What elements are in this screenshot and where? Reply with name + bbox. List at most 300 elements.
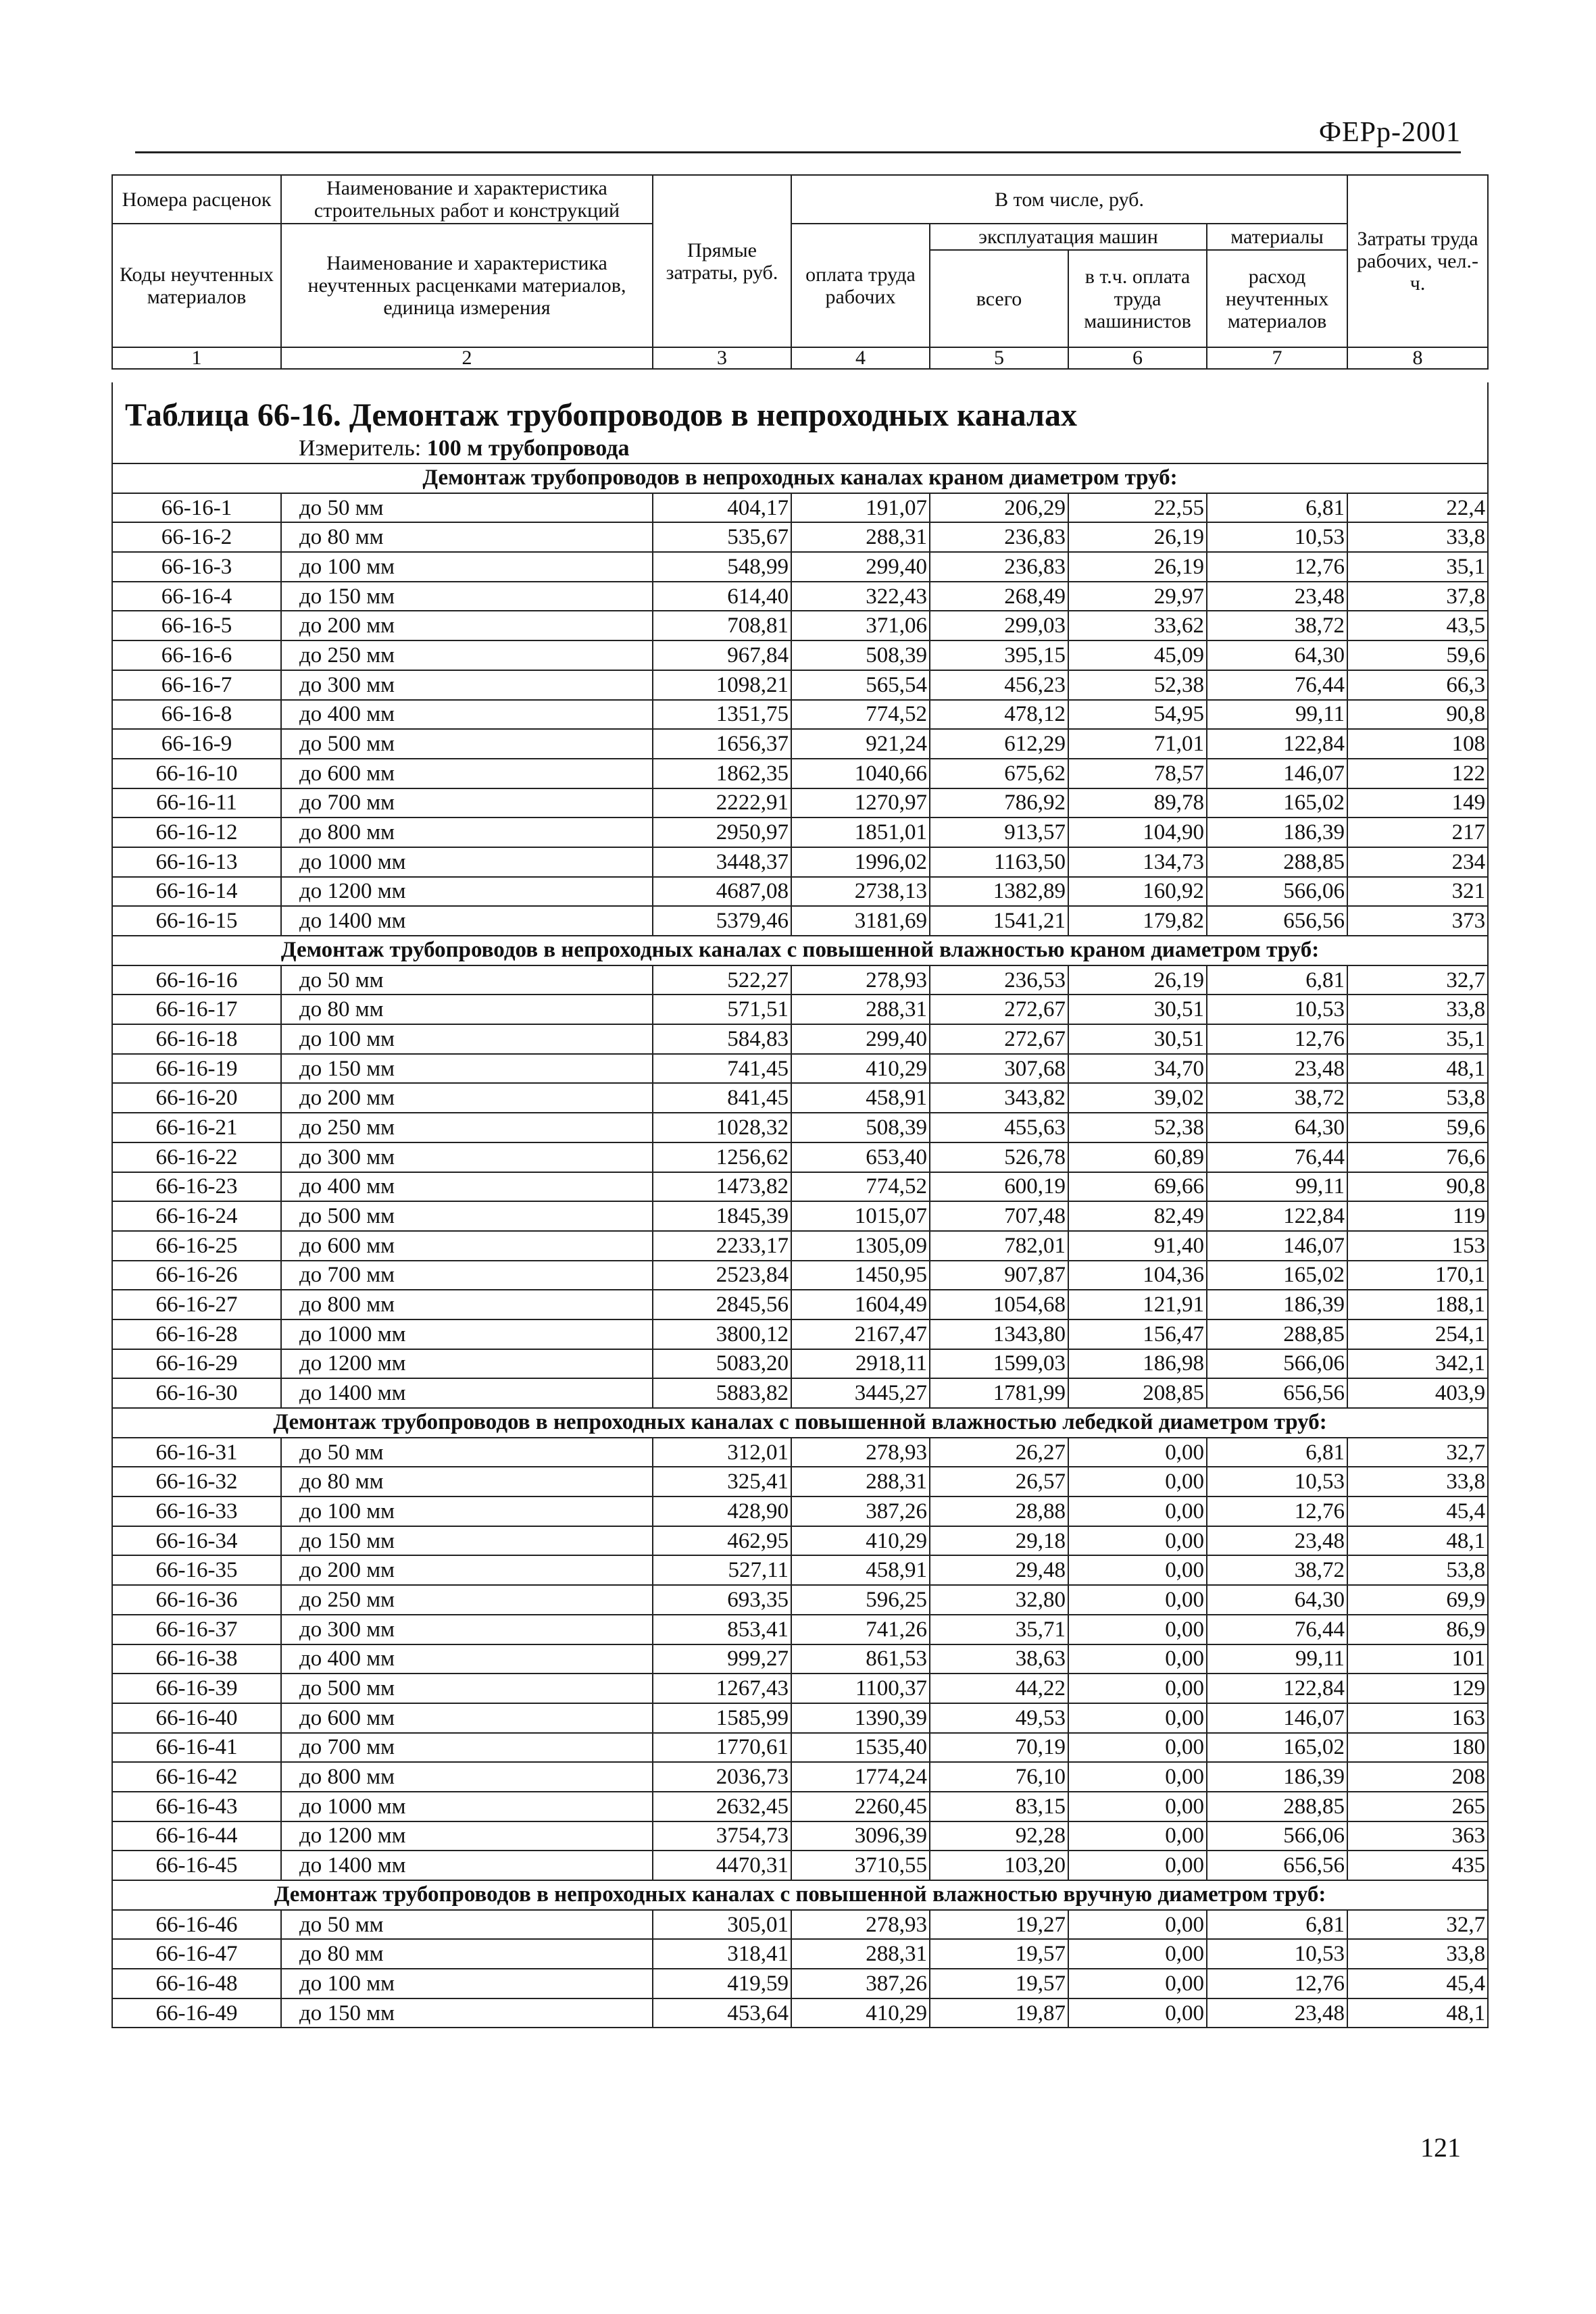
worker-wage-cell: 458,91 [791, 1083, 930, 1113]
machine-total-cell: 19,57 [930, 1939, 1068, 1969]
worker-wage-cell: 2738,13 [791, 877, 930, 907]
work-description-cell: до 100 мм [281, 1496, 653, 1526]
labor-costs-cell: 45,4 [1347, 1969, 1488, 1998]
work-description-cell: до 1400 мм [281, 1851, 653, 1880]
material-consumption-cell: 10,53 [1207, 1939, 1347, 1969]
work-description-cell: до 150 мм [281, 1054, 653, 1084]
table-row [112, 1910, 1488, 1940]
worker-wage-cell: 861,53 [791, 1644, 930, 1674]
direct-costs-cell: 548,99 [653, 552, 791, 582]
table-row [112, 1083, 1488, 1113]
worker-wage-cell: 191,07 [791, 493, 930, 523]
document-code: ФЕРр-2001 [1318, 117, 1461, 148]
material-consumption-cell: 10,53 [1207, 522, 1347, 552]
material-consumption-cell: 38,72 [1207, 611, 1347, 640]
rate-code-cell: 66-16-49 [112, 1998, 281, 2028]
labor-costs-cell: 66,3 [1347, 670, 1488, 700]
table-row [112, 1290, 1488, 1319]
material-consumption-cell: 12,76 [1207, 552, 1347, 582]
labor-costs-cell: 43,5 [1347, 611, 1488, 640]
labor-costs-cell: 321 [1347, 877, 1488, 907]
labor-costs-cell: 32,7 [1347, 1910, 1488, 1940]
material-consumption-cell: 23,48 [1207, 1054, 1347, 1084]
labor-costs-cell: 33,8 [1347, 995, 1488, 1024]
labor-costs-cell: 108 [1347, 729, 1488, 759]
header-material-codes: Коды неучтенных материалов [112, 224, 281, 347]
labor-costs-cell: 435 [1347, 1851, 1488, 1880]
machine-total-cell: 29,18 [930, 1526, 1068, 1556]
material-consumption-cell: 165,02 [1207, 1261, 1347, 1290]
machinist-wage-cell: 0,00 [1068, 1910, 1207, 1940]
header-material-name: Наименование и характеристика неучтенных расценками материалов, единица измерения [281, 224, 653, 347]
table-row [112, 995, 1488, 1024]
machinist-wage-cell: 0,00 [1068, 1467, 1207, 1496]
direct-costs-cell: 318,41 [653, 1939, 791, 1969]
work-description-cell: до 600 мм [281, 759, 653, 788]
work-description-cell: до 800 мм [281, 818, 653, 847]
worker-wage-cell: 3181,69 [791, 906, 930, 936]
machinist-wage-cell: 52,38 [1068, 670, 1207, 700]
group-header-row [112, 1880, 1488, 1910]
table-row [112, 1703, 1488, 1733]
machinist-wage-cell: 0,00 [1068, 1851, 1207, 1880]
direct-costs-cell: 2222,91 [653, 788, 791, 818]
machine-total-cell: 343,82 [930, 1083, 1068, 1113]
worker-wage-cell: 1040,66 [791, 759, 930, 788]
machinist-wage-cell: 0,00 [1068, 1585, 1207, 1615]
direct-costs-cell: 522,27 [653, 965, 791, 995]
machine-total-cell: 35,71 [930, 1615, 1068, 1644]
machinist-wage-cell: 30,51 [1068, 1024, 1207, 1054]
machine-total-cell: 675,62 [930, 759, 1068, 788]
machine-total-cell: 272,67 [930, 995, 1068, 1024]
work-description-cell: до 600 мм [281, 1703, 653, 1733]
direct-costs-cell: 2950,97 [653, 818, 791, 847]
direct-costs-cell: 5083,20 [653, 1349, 791, 1379]
labor-costs-cell: 373 [1347, 906, 1488, 936]
material-consumption-cell: 64,30 [1207, 640, 1347, 670]
direct-costs-cell: 325,41 [653, 1467, 791, 1496]
labor-costs-cell: 35,1 [1347, 1024, 1488, 1054]
machine-total-cell: 478,12 [930, 700, 1068, 730]
machine-total-cell: 307,68 [930, 1054, 1068, 1084]
machinist-wage-cell: 121,91 [1068, 1290, 1207, 1319]
rate-code-cell: 66-16-6 [112, 640, 281, 670]
machinist-wage-cell: 0,00 [1068, 1555, 1207, 1585]
table-row [112, 1349, 1488, 1379]
material-consumption-cell: 288,85 [1207, 847, 1347, 877]
table-row [112, 640, 1488, 670]
labor-costs-cell: 53,8 [1347, 1555, 1488, 1585]
direct-costs-cell: 708,81 [653, 611, 791, 640]
table-row [112, 818, 1488, 847]
direct-costs-cell: 614,40 [653, 582, 791, 611]
machine-total-cell: 1781,99 [930, 1378, 1068, 1408]
table-row [112, 1733, 1488, 1763]
machinist-wage-cell: 29,97 [1068, 582, 1207, 611]
table-row [112, 1674, 1488, 1703]
rate-code-cell: 66-16-26 [112, 1261, 281, 1290]
direct-costs-cell: 584,83 [653, 1024, 791, 1054]
direct-costs-cell: 3754,73 [653, 1821, 791, 1851]
material-consumption-cell: 6,81 [1207, 1910, 1347, 1940]
labor-costs-cell: 149 [1347, 788, 1488, 818]
rate-code-cell: 66-16-16 [112, 965, 281, 995]
worker-wage-cell: 371,06 [791, 611, 930, 640]
rate-code-cell: 66-16-39 [112, 1674, 281, 1703]
rate-code-cell: 66-16-29 [112, 1349, 281, 1379]
direct-costs-cell: 4687,08 [653, 877, 791, 907]
direct-costs-cell: 527,11 [653, 1555, 791, 1585]
worker-wage-cell: 774,52 [791, 700, 930, 730]
labor-costs-cell: 32,7 [1347, 965, 1488, 995]
labor-costs-cell: 403,9 [1347, 1378, 1488, 1408]
work-description-cell: до 500 мм [281, 1201, 653, 1231]
labor-costs-cell: 33,8 [1347, 1939, 1488, 1969]
rate-code-cell: 66-16-41 [112, 1733, 281, 1763]
rate-code-cell: 66-16-20 [112, 1083, 281, 1113]
worker-wage-cell: 508,39 [791, 1113, 930, 1142]
machinist-wage-cell: 69,66 [1068, 1172, 1207, 1202]
rate-code-cell: 66-16-37 [112, 1615, 281, 1644]
direct-costs-cell: 2523,84 [653, 1261, 791, 1290]
work-description-cell: до 1000 мм [281, 847, 653, 877]
labor-costs-cell: 33,8 [1347, 522, 1488, 552]
machinist-wage-cell: 208,85 [1068, 1378, 1207, 1408]
direct-costs-cell: 1256,62 [653, 1142, 791, 1172]
machine-total-cell: 76,10 [930, 1762, 1068, 1792]
work-description-cell: до 100 мм [281, 552, 653, 582]
labor-costs-cell: 48,1 [1347, 1526, 1488, 1556]
header-direct-costs: Прямые затраты, руб. [653, 175, 791, 347]
work-description-cell: до 250 мм [281, 1113, 653, 1142]
direct-costs-cell: 1098,21 [653, 670, 791, 700]
direct-costs-cell: 999,27 [653, 1644, 791, 1674]
labor-costs-cell: 208 [1347, 1762, 1488, 1792]
work-description-cell: до 400 мм [281, 1172, 653, 1202]
direct-costs-cell: 305,01 [653, 1910, 791, 1940]
header-column-number: 6 [1068, 347, 1207, 369]
work-description-cell: до 700 мм [281, 1261, 653, 1290]
worker-wage-cell: 1270,97 [791, 788, 930, 818]
labor-costs-cell: 90,8 [1347, 1172, 1488, 1202]
material-consumption-cell: 186,39 [1207, 1762, 1347, 1792]
material-consumption-cell: 76,44 [1207, 1615, 1347, 1644]
material-consumption-cell: 12,76 [1207, 1969, 1347, 1998]
machine-total-cell: 707,48 [930, 1201, 1068, 1231]
table-row [112, 1054, 1488, 1084]
table-row [112, 1319, 1488, 1349]
table-row [112, 1644, 1488, 1674]
worker-wage-cell: 1305,09 [791, 1231, 930, 1261]
worker-wage-cell: 410,29 [791, 1526, 930, 1556]
work-description-cell: до 400 мм [281, 1644, 653, 1674]
worker-wage-cell: 3096,39 [791, 1821, 930, 1851]
table-row [112, 582, 1488, 611]
worker-wage-cell: 596,25 [791, 1585, 930, 1615]
direct-costs-cell: 571,51 [653, 995, 791, 1024]
machine-total-cell: 395,15 [930, 640, 1068, 670]
work-description-cell: до 100 мм [281, 1024, 653, 1054]
table-row [112, 759, 1488, 788]
material-consumption-cell: 38,72 [1207, 1555, 1347, 1585]
machinist-wage-cell: 0,00 [1068, 1438, 1207, 1467]
worker-wage-cell: 2918,11 [791, 1349, 930, 1379]
labor-costs-cell: 180 [1347, 1733, 1488, 1763]
machinist-wage-cell: 45,09 [1068, 640, 1207, 670]
machinist-wage-cell: 0,00 [1068, 1615, 1207, 1644]
header-rule [135, 151, 1461, 153]
worker-wage-cell: 653,40 [791, 1142, 930, 1172]
work-description-cell: до 80 мм [281, 995, 653, 1024]
machine-total-cell: 206,29 [930, 493, 1068, 523]
direct-costs-cell: 428,90 [653, 1496, 791, 1526]
machinist-wage-cell: 26,19 [1068, 552, 1207, 582]
page-number: 121 [1420, 2132, 1461, 2163]
machinist-wage-cell: 0,00 [1068, 1703, 1207, 1733]
machine-total-cell: 19,87 [930, 1998, 1068, 2028]
rate-code-cell: 66-16-42 [112, 1762, 281, 1792]
material-consumption-cell: 186,39 [1207, 818, 1347, 847]
table-row [112, 847, 1488, 877]
direct-costs-cell: 1770,61 [653, 1733, 791, 1763]
rate-code-cell: 66-16-40 [112, 1703, 281, 1733]
labor-costs-cell: 254,1 [1347, 1319, 1488, 1349]
table-row [112, 788, 1488, 818]
header-machinist-wage: в т.ч. оплата труда машинистов [1068, 250, 1207, 347]
material-consumption-cell: 186,39 [1207, 1290, 1347, 1319]
machine-total-cell: 1599,03 [930, 1349, 1068, 1379]
labor-costs-cell: 188,1 [1347, 1290, 1488, 1319]
labor-costs-cell: 48,1 [1347, 1998, 1488, 2028]
table-row [112, 1261, 1488, 1290]
material-consumption-cell: 10,53 [1207, 995, 1347, 1024]
material-consumption-cell: 12,76 [1207, 1496, 1347, 1526]
machinist-wage-cell: 186,98 [1068, 1349, 1207, 1379]
table-row [112, 1939, 1488, 1969]
table-row [112, 1467, 1488, 1496]
labor-costs-cell: 59,6 [1347, 640, 1488, 670]
material-consumption-cell: 10,53 [1207, 1467, 1347, 1496]
work-description-cell: до 1400 мм [281, 1378, 653, 1408]
worker-wage-cell: 1100,37 [791, 1674, 930, 1703]
rate-code-cell: 66-16-30 [112, 1378, 281, 1408]
work-description-cell: до 50 мм [281, 965, 653, 995]
machine-total-cell: 236,83 [930, 552, 1068, 582]
labor-costs-cell: 90,8 [1347, 700, 1488, 730]
work-description-cell: до 1200 мм [281, 1821, 653, 1851]
labor-costs-cell: 59,6 [1347, 1113, 1488, 1142]
machinist-wage-cell: 0,00 [1068, 1733, 1207, 1763]
table-row [112, 1142, 1488, 1172]
direct-costs-cell: 2845,56 [653, 1290, 791, 1319]
machinist-wage-cell: 156,47 [1068, 1319, 1207, 1349]
worker-wage-cell: 2167,47 [791, 1319, 930, 1349]
table-row [112, 1496, 1488, 1526]
material-consumption-cell: 566,06 [1207, 877, 1347, 907]
material-consumption-cell: 146,07 [1207, 1703, 1347, 1733]
rate-code-cell: 66-16-43 [112, 1792, 281, 1821]
direct-costs-cell: 535,67 [653, 522, 791, 552]
rate-code-cell: 66-16-46 [112, 1910, 281, 1940]
work-description-cell: до 400 мм [281, 700, 653, 730]
machine-total-cell: 600,19 [930, 1172, 1068, 1202]
material-consumption-cell: 656,56 [1207, 1378, 1347, 1408]
machinist-wage-cell: 0,00 [1068, 1762, 1207, 1792]
direct-costs-cell: 404,17 [653, 493, 791, 523]
rate-code-cell: 66-16-28 [112, 1319, 281, 1349]
work-description-cell: до 80 мм [281, 1467, 653, 1496]
material-consumption-cell: 23,48 [1207, 1998, 1347, 2028]
header-materials: материалы [1207, 224, 1347, 250]
machine-total-cell: 612,29 [930, 729, 1068, 759]
table-row [112, 670, 1488, 700]
machinist-wage-cell: 82,49 [1068, 1201, 1207, 1231]
machinist-wage-cell: 0,00 [1068, 1674, 1207, 1703]
table-row [112, 493, 1488, 523]
rate-code-cell: 66-16-36 [112, 1585, 281, 1615]
rate-code-cell: 66-16-12 [112, 818, 281, 847]
direct-costs-cell: 2632,45 [653, 1792, 791, 1821]
direct-costs-cell: 5379,46 [653, 906, 791, 936]
direct-costs-cell: 741,45 [653, 1054, 791, 1084]
material-consumption-cell: 6,81 [1207, 493, 1347, 523]
work-description-cell: до 500 мм [281, 1674, 653, 1703]
direct-costs-cell: 1845,39 [653, 1201, 791, 1231]
header-column-number: 4 [791, 347, 930, 369]
machinist-wage-cell: 0,00 [1068, 1792, 1207, 1821]
material-consumption-cell: 122,84 [1207, 1674, 1347, 1703]
labor-costs-cell: 69,9 [1347, 1585, 1488, 1615]
worker-wage-cell: 299,40 [791, 1024, 930, 1054]
worker-wage-cell: 921,24 [791, 729, 930, 759]
labor-costs-cell: 122 [1347, 759, 1488, 788]
machine-total-cell: 38,63 [930, 1644, 1068, 1674]
direct-costs-cell: 1862,35 [653, 759, 791, 788]
worker-wage-cell: 387,26 [791, 1969, 930, 1998]
machine-total-cell: 456,23 [930, 670, 1068, 700]
direct-costs-cell: 1656,37 [653, 729, 791, 759]
rate-code-cell: 66-16-7 [112, 670, 281, 700]
table-row [112, 1821, 1488, 1851]
material-consumption-cell: 64,30 [1207, 1113, 1347, 1142]
worker-wage-cell: 278,93 [791, 1910, 930, 1940]
machinist-wage-cell: 134,73 [1068, 847, 1207, 877]
work-description-cell: до 500 мм [281, 729, 653, 759]
group-title: Демонтаж трубопроводов в непроходных каналах с повышенной влажностью вручную диаметром труб: [112, 1880, 1488, 1910]
machinist-wage-cell: 33,62 [1068, 611, 1207, 640]
material-consumption-cell: 656,56 [1207, 1851, 1347, 1880]
table-row [112, 522, 1488, 552]
labor-costs-cell: 163 [1347, 1703, 1488, 1733]
rate-code-cell: 66-16-14 [112, 877, 281, 907]
machine-total-cell: 29,48 [930, 1555, 1068, 1585]
work-description-cell: до 50 мм [281, 1910, 653, 1940]
work-description-cell: до 300 мм [281, 1142, 653, 1172]
worker-wage-cell: 387,26 [791, 1496, 930, 1526]
header-work-name: Наименование и характеристика строительных работ и конструкций [281, 175, 653, 224]
labor-costs-cell: 265 [1347, 1792, 1488, 1821]
labor-costs-cell: 342,1 [1347, 1349, 1488, 1379]
header-column-number: 7 [1207, 347, 1347, 369]
labor-costs-cell: 363 [1347, 1821, 1488, 1851]
header-labor-costs: Затраты труда рабочих, чел.-ч. [1347, 175, 1488, 347]
rate-code-cell: 66-16-47 [112, 1939, 281, 1969]
machine-total-cell: 299,03 [930, 611, 1068, 640]
labor-costs-cell: 101 [1347, 1644, 1488, 1674]
labor-costs-cell: 37,8 [1347, 582, 1488, 611]
material-consumption-cell: 99,11 [1207, 1172, 1347, 1202]
table-row [112, 1438, 1488, 1467]
table-row [112, 700, 1488, 730]
machine-total-cell: 1054,68 [930, 1290, 1068, 1319]
machine-total-cell: 83,15 [930, 1792, 1068, 1821]
direct-costs-cell: 462,95 [653, 1526, 791, 1556]
machine-total-cell: 272,67 [930, 1024, 1068, 1054]
work-description-cell: до 800 мм [281, 1290, 653, 1319]
work-description-cell: до 700 мм [281, 788, 653, 818]
machine-total-cell: 32,80 [930, 1585, 1068, 1615]
direct-costs-cell: 693,35 [653, 1585, 791, 1615]
machinist-wage-cell: 160,92 [1068, 877, 1207, 907]
rate-code-cell: 66-16-45 [112, 1851, 281, 1880]
material-consumption-cell: 288,85 [1207, 1792, 1347, 1821]
machinist-wage-cell: 26,19 [1068, 522, 1207, 552]
machine-total-cell: 268,49 [930, 582, 1068, 611]
machinist-wage-cell: 54,95 [1068, 700, 1207, 730]
direct-costs-cell: 1351,75 [653, 700, 791, 730]
work-description-cell: до 150 мм [281, 582, 653, 611]
table-row [112, 1201, 1488, 1231]
rate-code-cell: 66-16-44 [112, 1821, 281, 1851]
work-description-cell: до 1000 мм [281, 1319, 653, 1349]
worker-wage-cell: 322,43 [791, 582, 930, 611]
direct-costs-cell: 453,64 [653, 1998, 791, 2028]
worker-wage-cell: 1774,24 [791, 1762, 930, 1792]
work-description-cell: до 1000 мм [281, 1792, 653, 1821]
machinist-wage-cell: 0,00 [1068, 1526, 1207, 1556]
table-row [112, 1998, 1488, 2028]
machine-total-cell: 26,57 [930, 1467, 1068, 1496]
table-row [112, 1231, 1488, 1261]
table-row [112, 1024, 1488, 1054]
table-title: Таблица 66-16. Демонтаж трубопроводов в непроходных каналах [112, 382, 1488, 434]
rates-table [111, 382, 1489, 2028]
rate-code-cell: 66-16-18 [112, 1024, 281, 1054]
material-consumption-cell: 23,48 [1207, 582, 1347, 611]
material-consumption-cell: 76,44 [1207, 670, 1347, 700]
machinist-wage-cell: 52,38 [1068, 1113, 1207, 1142]
work-description-cell: до 250 мм [281, 640, 653, 670]
labor-costs-cell: 234 [1347, 847, 1488, 877]
rate-code-cell: 66-16-35 [112, 1555, 281, 1585]
machinist-wage-cell: 30,51 [1068, 995, 1207, 1024]
table-row [112, 1526, 1488, 1556]
labor-costs-cell: 76,6 [1347, 1142, 1488, 1172]
material-consumption-cell: 6,81 [1207, 965, 1347, 995]
table-row [112, 1615, 1488, 1644]
column-header-table [111, 174, 1489, 370]
direct-costs-cell: 853,41 [653, 1615, 791, 1644]
direct-costs-cell: 5883,82 [653, 1378, 791, 1408]
machine-total-cell: 49,53 [930, 1703, 1068, 1733]
rate-code-cell: 66-16-25 [112, 1231, 281, 1261]
worker-wage-cell: 3710,55 [791, 1851, 930, 1880]
labor-costs-cell: 217 [1347, 818, 1488, 847]
group-header-row [112, 936, 1488, 965]
material-consumption-cell: 64,30 [1207, 1585, 1347, 1615]
labor-costs-cell: 33,8 [1347, 1467, 1488, 1496]
